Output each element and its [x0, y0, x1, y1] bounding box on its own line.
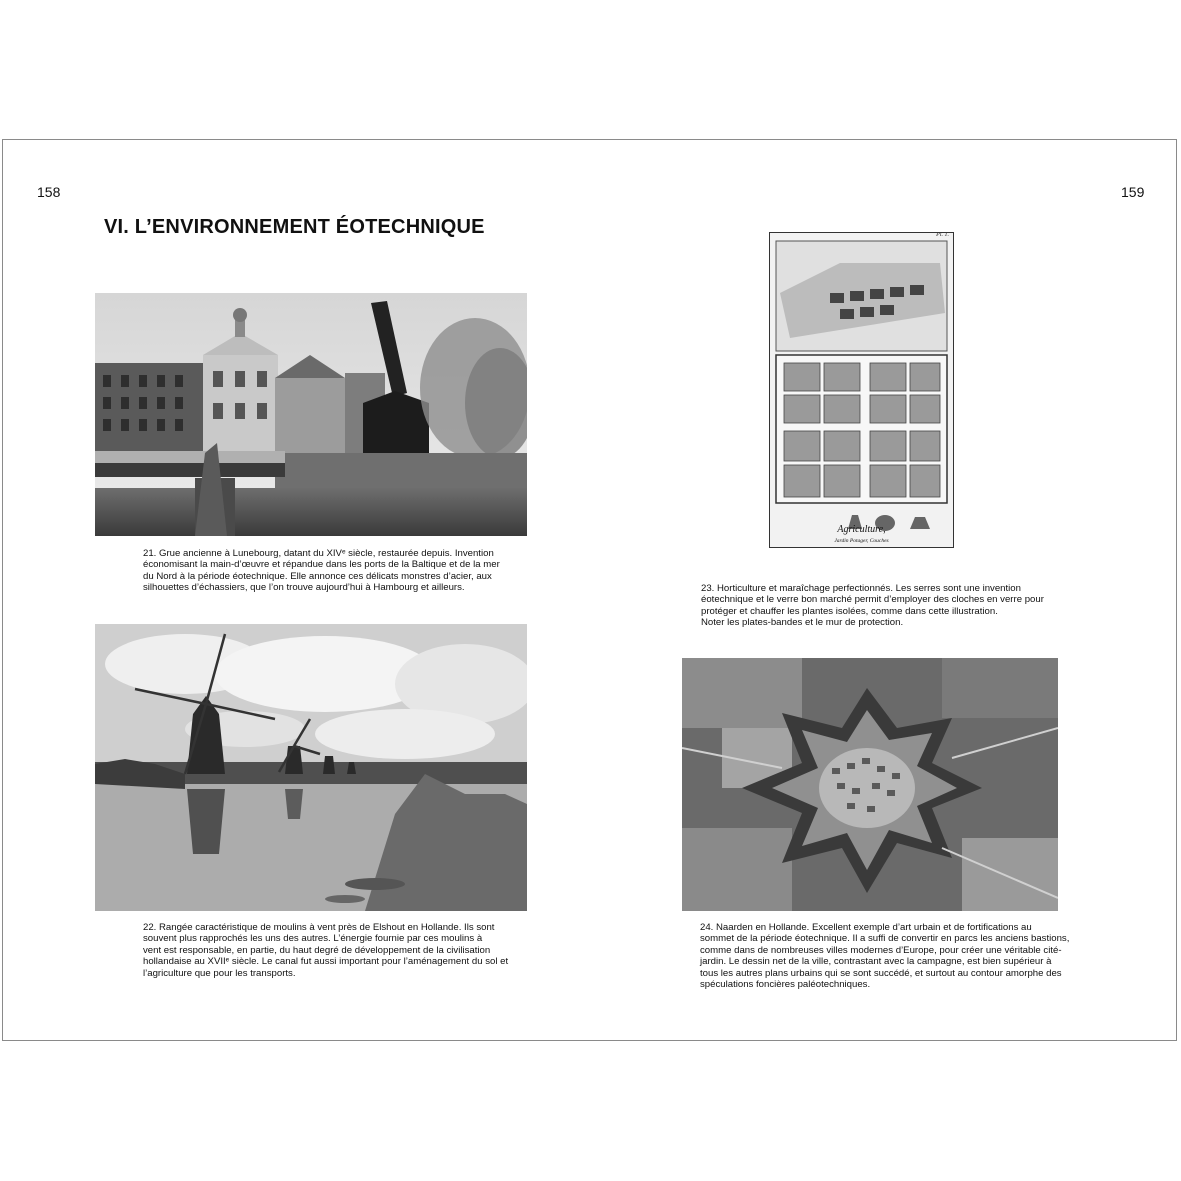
photo-elshout-windmills [95, 624, 527, 911]
caption-line: comme dans de nombreuses villes modernes d’Europe, pour créer une véritable cité- [700, 944, 1062, 956]
caption-line: 21. Grue ancienne à Lunebourg, datant du XIVᵉ siècle, restaurée depuis. Invention [143, 548, 494, 559]
caption-line: protéger et chauffer les plantes isolées, comme dans cette illustration. [701, 605, 998, 617]
right-page-number: 159 [1121, 184, 1145, 200]
caption-line: silhouettes d’échassiers, que l’on trouve aujourd’hui à Hambourg et ailleurs. [143, 582, 465, 594]
caption-line: spéculations foncières paléotechniques. [700, 979, 871, 991]
caption-fig23 [701, 583, 1081, 629]
caption-line: vent est responsable, en partie, du haut degré de développement de la civilisation [143, 944, 491, 956]
caption-line: économisant la main-d’œuvre et répandue dans les ports de la Baltique et de la mer [143, 559, 500, 571]
caption-line: hollandaise au XVIIᵉ siècle. Le canal fut aussi important pour l’aménagement du sol et [143, 956, 509, 968]
windmills-photo-illustration [95, 624, 527, 911]
left-page-number: 158 [37, 184, 61, 200]
caption-line: Noter les plates-bandes et le mur de protection. [701, 617, 904, 629]
caption-fig21 [143, 548, 523, 594]
plate-sublabel: Jardin Potager, Couches [834, 538, 889, 544]
caption-line: tous les autres plans urbains qui se sont succédé, et surtout au contour amorphe des [700, 967, 1062, 979]
caption-line: souvent plus rapprochés les uns des autres. L’énergie fournie par ces moulins à [143, 933, 483, 945]
caption-line: 22. Rangée caractéristique de moulins à vent près de Elshout en Hollande. Ils sont [143, 922, 495, 933]
photo-naarden-aerial [682, 658, 1058, 911]
chapter-title: VI. L’ENVIRONNEMENT ÉOTECHNIQUE [104, 216, 485, 238]
caption-line: 24. Naarden en Hollande. Excellent exemple d’art urbain et de fortifications au [700, 922, 1032, 933]
caption-line: 23. Horticulture et maraîchage perfectionnés. Les serres sont une invention [701, 583, 1021, 594]
naarden-aerial-illustration [682, 658, 1058, 911]
caption-line: éotechnique et le verre bon marché permit d’employer des cloches en verre pour [701, 594, 1044, 606]
crane-photo-illustration [95, 293, 527, 536]
caption-line: jardin. Le dessin net de la ville, contrastant avec la campagne, est bien supérieur à [700, 956, 1052, 968]
photo-lunebourg-crane [95, 293, 527, 536]
caption-line: du Nord à la période éotechnique. Elle annonce ces délicats monstres d’acier, aux [143, 570, 492, 582]
caption-line: l’agriculture que pour les transports. [143, 967, 296, 979]
caption-line: sommet de la période éotechnique. Il a suffi de convertir en parcs les anciens bastions, [700, 933, 1070, 945]
engraving-garden-plate [769, 232, 954, 548]
garden-engraving-illustration [770, 233, 953, 547]
caption-fig24 [700, 922, 1080, 990]
plate-label: Agriculture, [837, 524, 886, 535]
caption-fig22 [143, 922, 523, 979]
plate-number: Pl. 1. [936, 232, 949, 238]
